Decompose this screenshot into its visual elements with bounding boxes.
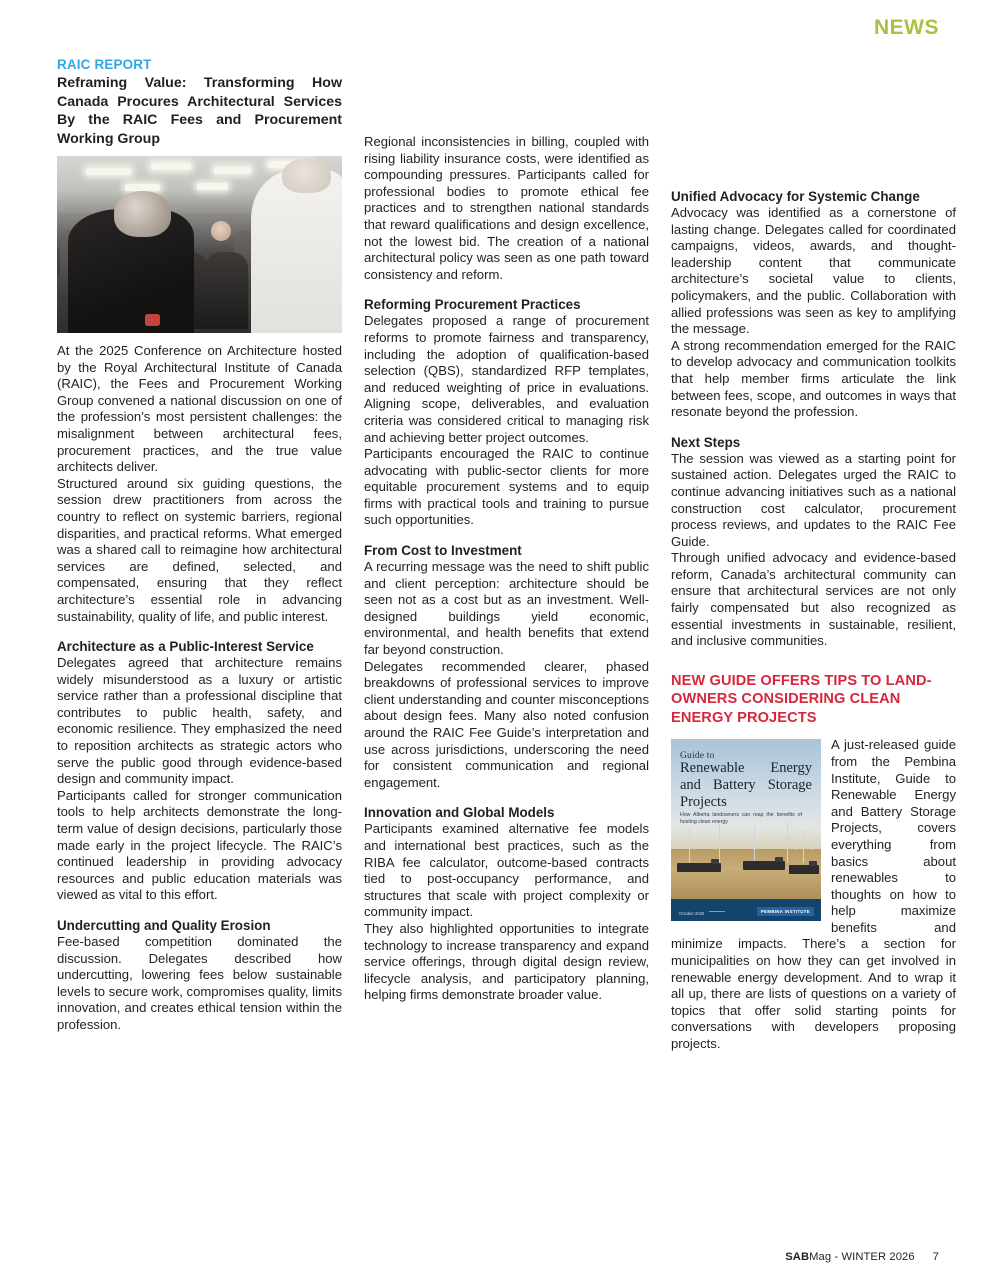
cover-eyebrow: Guide to <box>680 751 715 762</box>
paragraph: The session was viewed as a starting point for sustained action. Delegates urged the RAIC to continue advancing initiatives such as a national construction cost calculator, procurement process reviews, and updates to the RAIC Fee Guide. <box>671 450 956 549</box>
paragraph: They also highlighted opportunities to integrate technology to increase transparency and expand service offerings, through digital design review, lifecycle analysis, and participatory planning, helping firms demonstrate broader value. <box>364 920 649 1003</box>
cover-ground <box>671 849 821 905</box>
photo-face <box>211 221 231 240</box>
paragraph: Through unified advocacy and evidence-based reform, Canada’s architectural community can ensure that architectural services are not only fairly compensated but also recognized as essential investments in sustainable, resilient, and inclusive communities. <box>671 550 956 649</box>
column-one <box>57 56 342 1034</box>
cover-subtitle: How Alberta landowners can reap the benefits of hosting clean energy <box>680 812 802 826</box>
paragraph: Fee-based competition dominated the discussion. Delegates described how undercutting, lowering fees below sustainable levels to secure work, compromises quality, limits innovation, and creates ethical tension within the profession. <box>57 934 342 1032</box>
paragraph: Delegates recommended clearer, phased breakdowns of professional services to improve client understanding and counter misconceptions about design fees. Many also noted confusion around the RAIC Fee Guide’s interpretation and use across jurisdictions, underscoring the need for consistent communication and regional engagement. <box>364 658 649 790</box>
paragraph: Regional inconsistencies in billing, coupled with rising liability insurance costs, were identified as compounding pressures. Participants called for professional bodies to promote ethical fee practices and to strengthen national standards that reward qualifications and design excellence, not the lowest bid. The creation of a national architectural policy was seen as one path toward consistency and reform. <box>364 134 649 282</box>
book-cover-image <box>671 739 821 921</box>
cover-divider <box>709 911 725 912</box>
article-kicker: RAIC REPORT <box>57 57 152 72</box>
wind-turbine-icon <box>754 835 755 863</box>
cover-date: October 2025 <box>679 911 705 917</box>
paragraph: A recurring message was the need to shift public and client perception: architecture should be seen not as a cost but as an investment. Well-designed buildings yield economic, environmental, and health benefits that extend far beyond construction. <box>364 559 649 658</box>
paragraph: At the 2025 Conference on Architecture hosted by the Royal Architectural Institute of Canada (RAIC), the Fees and Procurement Working Group convened a national discussion on one of the profession’s most persistent challenges: the misalignment between architectural fees, procurement practices, and the true value architects deliver. <box>57 343 342 475</box>
section-label: NEWS <box>874 16 939 39</box>
section-heading: From Cost to Investment <box>364 543 522 559</box>
ceiling-light-icon <box>86 168 132 175</box>
photo-red-cup <box>145 314 159 326</box>
brand-bold: SAB <box>785 1251 810 1263</box>
cover-title: Renewable Energy and Battery Storage Projects <box>680 760 812 811</box>
paragraph: Delegates agreed that architecture remains widely misunderstood as a luxury or artistic service rather than a professional discipline that contributes to public health, safety, and economic resilience. They emphasized the need to reposition architects as strategic actors who serve the public good through evidence-based design and community impact. <box>57 655 342 787</box>
page-footer <box>785 1251 939 1263</box>
column-three <box>671 188 956 1053</box>
conference-photo <box>57 156 342 333</box>
section-heading: Undercutting and Quality Erosion <box>57 918 271 933</box>
paragraph: A strong recommendation emerged for the RAIC to develop advocacy and communication toolkits that help member firms articulate the link between fees, scope, and outcomes in ways that resonate beyond the profession. <box>671 337 956 420</box>
ceiling-light-icon <box>151 163 191 170</box>
section-heading: Reforming Procurement Practices <box>364 297 581 313</box>
paragraph: Delegates proposed a range of procurement reforms to promote fairness and transparency, including the adoption of qualification-based selection (QBS), standardized RFP templates, and reduced weighting of price in evaluations. Aligning scope, deliverables, and evaluation criteria was considered critical to managing risk and achieving better project outcomes. <box>364 313 649 445</box>
paragraph: Structured around six guiding questions, the session drew practitioners from across the country to reflect on systemic barriers, regional disparities, and practical reforms. What emerged was a shared call to reimagine how architectural services are defined, selected, and compensated, ensuring that they reflect architecture’s essential role in advancing sustainability, quality of life, and public interest. <box>57 475 342 624</box>
ceiling-light-icon <box>197 183 228 190</box>
section-heading: Unified Advocacy for Systemic Change <box>671 189 920 204</box>
paragraph: Participants examined alternative fee models and international best practices, such as the RIBA fee calculator, outcome-based contracts tied to post-occupancy performance, and structures that scale with project complexity or community impact. <box>364 821 649 920</box>
paragraph: Participants called for stronger communication tools to help architects demonstrate the long-term value of design decisions, particularly those made early in the project lifecycle. The RAIC’s continued leadership in providing advocacy resources and public education materials was viewed as vital to this effort. <box>57 787 342 903</box>
article-deck: Reframing Value: Transforming How Canada Procures Architectural Services By the RAIC Fees and Procurement Working Group <box>57 75 342 147</box>
column-two <box>364 134 649 1004</box>
section-heading: Next Steps <box>671 434 741 450</box>
second-article-body: A just-released guide from the Pembina Institute, Guide to Renewable Energy and Battery Storage Projects, covers everything from basics about renewables to thoughts on how to help maximize benefits and minimize impacts. There’s a section for municipalities on how they can get involved in renewable energy development. And to wrap it all up, there are lists of questions on a variety of topics that offer solid starting points for conversations with developers proposing projects. <box>671 737 956 1052</box>
wind-turbine-icon <box>787 831 788 863</box>
section-heading: Innovation and Global Models <box>364 805 555 821</box>
photo-white-shirt-head <box>282 158 330 193</box>
page-number: 7 <box>932 1251 939 1263</box>
wind-turbine-icon <box>689 837 690 863</box>
farm-machine <box>677 863 721 872</box>
wind-turbine-icon <box>719 833 720 863</box>
ceiling-light-icon <box>214 167 251 174</box>
wind-turbine-icon <box>803 838 804 863</box>
photo-foreground-head <box>114 191 171 237</box>
photo-white-shirt-man <box>251 170 342 333</box>
farm-machine <box>789 865 819 874</box>
paragraph: Participants encouraged the RAIC to continue advocating with public-sector clients for more equitable procurement systems and to equip firms with practical tools and training to pursue such opportunities. <box>364 446 649 528</box>
farm-machine <box>743 861 785 870</box>
pembina-logo: PEMBINA INSTITUTE <box>757 907 814 916</box>
photo-seated-person <box>205 252 248 330</box>
paragraph: Advocacy was identified as a cornerstone of lasting change. Delegates called for coordinated campaigns, videos, awards, and thought-leadership content that communicate architecture’s societal value to clients, policymakers, and the public. Collaboration with allied professions was seen as key to amplifying the message. <box>671 205 956 337</box>
brand-rest: Mag - WINTER 2026 <box>809 1251 915 1263</box>
ceiling-light-icon <box>125 184 159 191</box>
section-heading: Architecture as a Public-Interest Service <box>57 639 314 655</box>
second-article-headline: NEW GUIDE OFFERS TIPS TO LAND-OWNERS CONSIDERING CLEAN ENERGY PROJECTS <box>671 672 932 726</box>
